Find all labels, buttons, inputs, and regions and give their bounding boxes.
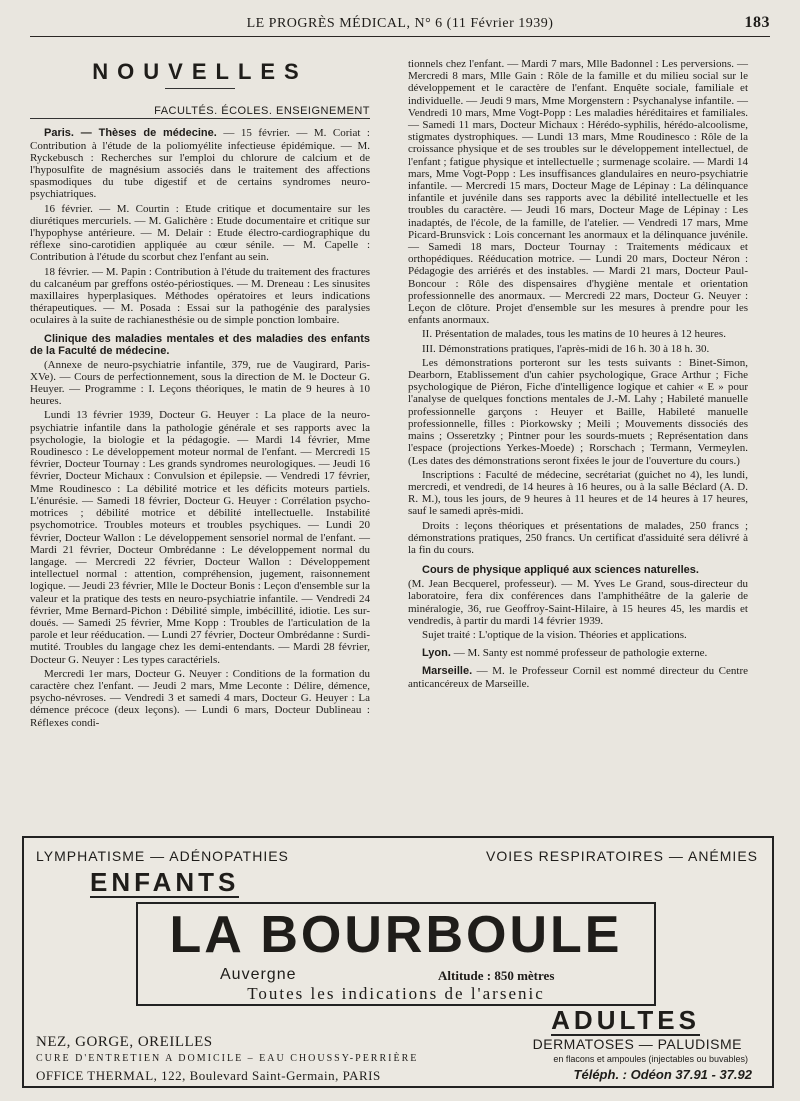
left-column [30, 58, 370, 731]
ad-indications-left: LYMPHATISME — ADÉNOPATHIES [36, 848, 289, 864]
ad-telephone: Téléph. : Odéon 37.91 - 37.92 [573, 1067, 752, 1082]
paragraph: Lundi 13 février 1939, Docteur G. Heuyer : La place de la neuro-psychiatrie infantile dans la pathologie générale et ses rapports avec la psychologie, la biologie et la pédagogie. — Mardi 14 février, Mme Roudinesco : Le développement moteur normal de l'enfant. — Mercredi 15 février, Docteur Tournay : Les grands syndromes neurologiques. — Jeudi 16 février, Docteur Michaux : Convulsion et épilepsie. — Vendredi 17 février, Mme Roudinesco : La débilité motrice et les déficits moteurs partiels. L'énurésie. — Samedi 18 février, Docteur G. Heuyer : Corrélation psycho-motrices ; débilité motrice et débilité intellectuelle. Instabilité psychomotrice. Troubles moteurs et troubles psychiques. — Lundi 20 février, Docteur Wallon : Le développement sensoriel normal de l'enfant. — Mardi 21 février, Docteur Ombrédanne : Le développement normal du langage. — Mercredi 22 février, Docteur Wallon : Développement intellectuel normal : attention, compréhension, jugement, raisonnement logique. — Jeudi 23 février, Mlle le Docteur Bonis : Leçon d'ensemble sur la valeur et la pratique des tests en neuro-psychiatrie infantile. — Vendredi 24 février, Mme Bernard-Pichon : Débilité simple, imbécillité, idiotie. Les sur-doués. — Samedi 25 février, Mme Kopp : Troubles de l'articulation de la parole et leur rééducation. — Lundi 27 février, Docteur Ombrédanne : Surdi-mutité. Troubles du langage chez les demi-entendants. — Mardi 28 février, Docteur G. Neuyer : Les types caractériels. [30, 409, 370, 666]
paragraph: Mercredi 1er mars, Docteur G. Neuyer : Conditions de la formation du caractère chez l'enfant. — Jeudi 2 mars, Mme Leconte : Délire, démence, psycho-névroses. — Vendredi 3 et samedi 4 mars, Docteur G. Heuyer : La démence précoce (deux leçons). — Lundi 6 mars, Docteur Dublineau : Réflexes condi- [30, 667, 370, 729]
paragraph: Marseille. — M. le Professeur Cornil est nommé directeur du Centre anticancéreux de Marseille. [408, 665, 749, 690]
paragraph: II. Présentation de malades, tous les matins de 10 heures à 12 heures. [422, 328, 726, 341]
paragraph: 18 février. — M. Papin : Contribution à l'étude du traitement des fractures du calcanéum par greffons ostéo-périostiques. — M. Dreneau : Les sinusites maxillaires hyperplasiques. Méthodes opératoires et leurs indications thérapeutiques. — M. Posada : Essai sur la pathogénie des paralysies oculaires à la suite de rachianesthésie ou de simple ponction lombaire. [30, 265, 370, 327]
ad-office-address: OFFICE THERMAL, 122, Boulevard Saint-Germain, PARIS [36, 1068, 381, 1083]
paragraph: Sujet traité : L'optique de la vision. Théories et applications. [422, 628, 687, 641]
ad-cure-line: CURE D'ENTRETIEN A DOMICILE – EAU CHOUSSY-PERRIÈRE [36, 1053, 419, 1064]
clinique-heading: Clinique des maladies mentales et des maladies des enfants de la Faculté de médecine. [30, 332, 370, 357]
ad-brand-box [136, 902, 656, 1006]
paragraph: (Annexe de neuro-psychiatrie infantile, 379, rue de Vaugirard, Paris-XVe). — Cours de perfectionnement, sous la direction de M. le Docteur G. Heuyer. — Programme : I. Leçons théoriques, le matin de 9 heures à 10 heures. [30, 358, 370, 408]
heading-rule [165, 88, 235, 89]
ad-tagline: Toutes les indications de l'arsenic [247, 984, 545, 1003]
ad-indications-right: VOIES RESPIRATOIRES — ANÉMIES [486, 848, 758, 864]
cours-heading: Cours de physique appliqué aux sciences naturelles. [422, 564, 699, 577]
paris-lead: Paris. — Thèses de médecine. [44, 127, 217, 140]
section-heading: NOUVELLES [92, 59, 308, 84]
advertisement [22, 836, 774, 1088]
ad-altitude: Altitude : 850 mètres [438, 968, 555, 983]
paragraph: III. Démonstrations pratiques, l'après-midi de 16 h. 30 à 18 h. 30. [422, 342, 710, 355]
journal-title: LE PROGRÈS MÉDICAL, N° 6 (11 Février 1939) [246, 16, 554, 31]
paragraph: Les démonstrations porteront sur les tests suivants : Binet-Simon, Dearborn, Etablissement d'un cahier psychologique, Grace Arthur ; Fiche psychologique de Piéron, Fiche d'intelligence logique et cahier « E » pour l'analyse de quelques fonctions mentales de J.-M. Lahy ; Habileté manuelle professionnelle garçons : Heuyer et Baille, Habileté manuelle professionnelle, filles : Piorkowsky ; Meili ; Mouvements dissociés des mains ; Osseretzky ; Pintner pour les sourds-muets ; Représentation dans l'espace (projections Yerkes-Moede) ; Rorschach ; Termann, Vermeylen. (Les dates des démonstrations seront fixées le jour de l'ouverture du cours.) [408, 356, 748, 467]
ad-nez-gorge: NEZ, GORGE, OREILLES [36, 1034, 213, 1050]
ad-adultes-label: ADULTES [551, 1005, 700, 1035]
ad-brand-name: LA BOURBOULE [169, 906, 623, 964]
subsection-heading: FACULTÉS. ÉCOLES. ENSEIGNEMENT [30, 105, 370, 119]
ad-flacons: en flacons et ampoules (injectables ou buvables) [553, 1054, 748, 1064]
paragraph: Droits : leçons théoriques et présentations de malades, 250 francs ; démonstrations pratiques, 250 francs. Un certificat d'assiduité sera délivré à la fin du cours. [408, 519, 748, 556]
paragraph: Inscriptions : Faculté de médecine, secrétariat (guichet no 4), les lundi, mercredi, et vendredi, de 14 heures à 16 heures, ou à la salle Béclard (A. D. R. M.), tous les jours, de 9 heures à 11 heures et de 14 heures à 17 heures, sauf le samedi après-midi. [408, 468, 748, 518]
page-header [30, 14, 770, 37]
ad-dermatoses: DERMATOSES — PALUDISME [532, 1036, 742, 1052]
paragraph: tionnels chez l'enfant. — Mardi 7 mars, Mlle Badonnel : Les perversions. — Mercredi 8 mars, Mlle Gain : Rôle de la famille et du milieu social sur le développement et le caractère de l'enfant. Enquête sociale, familiale et individuelle. — Jeudi 9 mars, Mme Morgenstern : Psychanalyse infantile. — Vendredi 10 mars, Mme Vogt-Popp : Les maladies héréditaires et familiales. — Samedi 11 mars, Docteur Michaux : Hérédo-syphilis, hérédo-alcoolisme, stigmates dystrophiques. — Lundi 13 mars, Mme Roudinesco : Rôle de la croissance physique et de ses troubles sur le développement intellectuel, de l'enfant ; fatigue physique et intellectuelle ; surmenage scolaire. — Mardi 14 mars, Mme Vogt-Popp : Les insuffisances glandulaires en neuro-psychiatrie infantile. — Mercredi 15 mars, Docteur Mage de Lépinay : La délinquance infantile et juvénile dans ses rapports avec la débilité intellectuelle et les troubles du caractère. — Jeudi 16 mars, Docteur Mage de Lépinay : Les inadaptés, de l'école, de la famille, de l'atelier. — Vendredi 17 mars, Mme Picard-Brunsvick : Lois concernant les anormaux et la délinquance juvénile. — Samedi 18 mars, Docteur Tournay : Traitements médicaux et orthopédiques. Rééducation motrice. — Lundi 20 mars, Docteur Néron : Pédagogie des arriérés et des instables. — Mardi 21 mars, Docteur Paul-Boncour : Rôle des dispensaires d'hygiène mentale et orientation professionnelle des anormaux. — Mercredi 22 mars, Docteur G. Neuyer : Leçon de clôture. Projet d'ensemble sur les mesures à prendre pour les enfants anormaux. [408, 58, 748, 327]
marseille-lead: Marseille. [422, 665, 473, 678]
ad-place: Auvergne [220, 966, 297, 983]
right-column [408, 58, 748, 692]
lyon-lead: Lyon. [422, 647, 451, 660]
paragraph: Paris. — Thèses de médecine. — 15 février. — M. Coriat : Contribution à l'étude de la poliomyélite infectieuse épidémique. — M. Ryckebusch : Recherches sur l'emploi du chlorure de calcium et de l'hyposulfite de magnésium associés dans le traitement des affections spasmodiques du tube digestif et de certains syndromes neuro-psychiatriques. [30, 127, 370, 201]
paragraph: 16 février. — M. Courtin : Etude critique et documentaire sur les diurétiques mercuriels. — M. Galichère : Etude documentaire et critique sur l'hypophyse antérieure. — M. Delair : Etude électro-cardiographique du réflexe sino-carotidien appliquée au cœur sénile. — M. Capelle : Contribution à l'étude du scorbut chez l'enfant au sein. [30, 202, 370, 264]
page-number: 183 [744, 14, 770, 31]
ad-enfants-label: ENFANTS [90, 867, 240, 897]
paragraph: Lyon. — M. Santy est nommé professeur de pathologie externe. [422, 647, 708, 660]
paragraph: (M. Jean Becquerel, professeur). — M. Yves Le Grand, sous-directeur du laboratoire, fera dix conférences dans l'amphithéâtre de la galerie de minéralogie, 36, rue Geoffroy-Saint-Hilaire, à 15 heures 45, les mardis et vendredis, à partir du mardi 14 février 1939. [408, 578, 748, 627]
